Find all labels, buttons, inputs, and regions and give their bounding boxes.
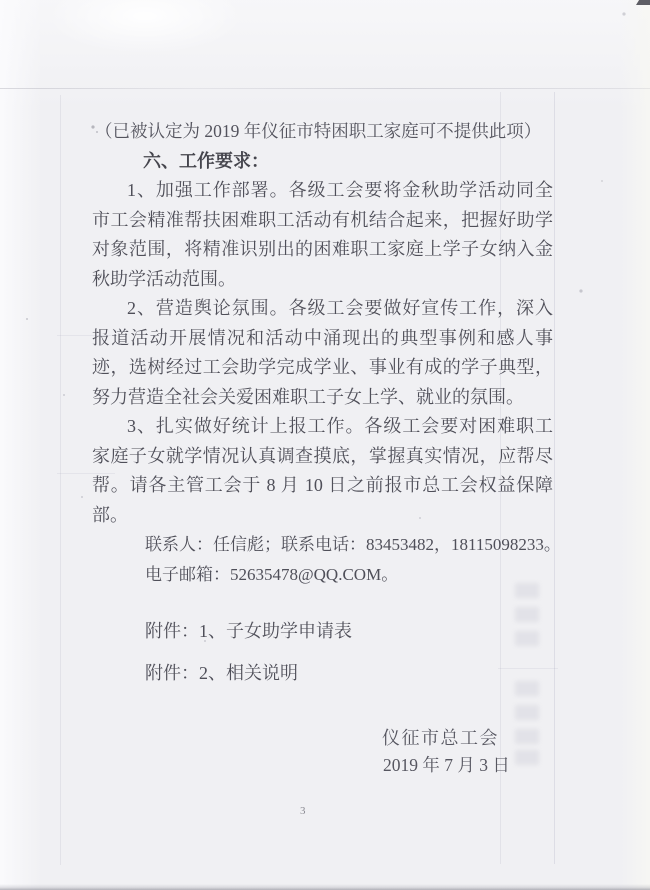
body-line: 市工会精准帮扶困难职工活动有机结合起来，把握好助学 xyxy=(92,209,553,230)
body-line: 秋助学活动范围。 xyxy=(92,268,236,289)
eligibility-note: （已被认定为 2019 年仪征市特困职工家庭可不提供此项） xyxy=(95,121,542,141)
bleed-through-text-ghost xyxy=(515,750,539,765)
bleed-through-text-ghost xyxy=(515,729,539,744)
bleed-through-text-ghost xyxy=(515,705,539,720)
body-line: 努力营造全社会关爱困难职工子女上学、就业的氛围。 xyxy=(92,386,524,407)
section-heading: 六、工作要求： xyxy=(143,150,269,171)
attachment-line-1: 附件：1、子女助学申请表 xyxy=(145,621,352,641)
document-body xyxy=(0,117,650,589)
body-line: 报道活动开展情况和活动中涌现出的典型事例和感人事 xyxy=(92,327,553,348)
body-line: 1、加强工作部署。各级工会要将金秋助学活动同全 xyxy=(127,180,553,200)
signature-date: 2019 年 7 月 3 日 xyxy=(383,755,510,775)
bleed-through-text-ghost xyxy=(515,607,539,622)
body-line: 2、营造舆论氛围。各级工会要做好宣传工作，深入 xyxy=(127,298,553,318)
body-line: 迹，选树经过工会助学完成学业、事业有成的学子典型， xyxy=(92,357,553,377)
bleed-through-text-ghost xyxy=(515,631,539,646)
body-line: 帮。请各主管工会于 8 月 10 日之前报市总工会权益保障 xyxy=(92,475,553,495)
bleed-through-text-ghost xyxy=(515,681,539,696)
scan-corner-mark xyxy=(636,0,650,5)
signature-org: 仪征市总工会 xyxy=(382,728,499,748)
body-line: 家庭子女就学情况认真调查摸底，掌握真实情况，应帮尽 xyxy=(92,445,553,466)
body-line: 部。 xyxy=(92,504,128,525)
scan-fold-line xyxy=(0,88,650,89)
email-line: 电子邮箱：52635478@QQ.COM。 xyxy=(145,564,399,584)
body-line: 对象范围，将精准识别出的困难职工家庭上学子女纳入金 xyxy=(92,239,553,259)
body-line: 3、扎实做好统计上报工作。各级工会要对困难职工 xyxy=(127,416,553,436)
paper-specks xyxy=(0,0,2,2)
bleed-grid-line xyxy=(498,668,558,669)
attachment-line-2: 附件：2、相关说明 xyxy=(145,663,298,683)
page-number: 3 xyxy=(300,805,306,817)
contact-line: 联系人：任信彪；联系电话：83453482，18115098233。 xyxy=(145,535,561,554)
scan-bottom-edge xyxy=(0,884,650,890)
